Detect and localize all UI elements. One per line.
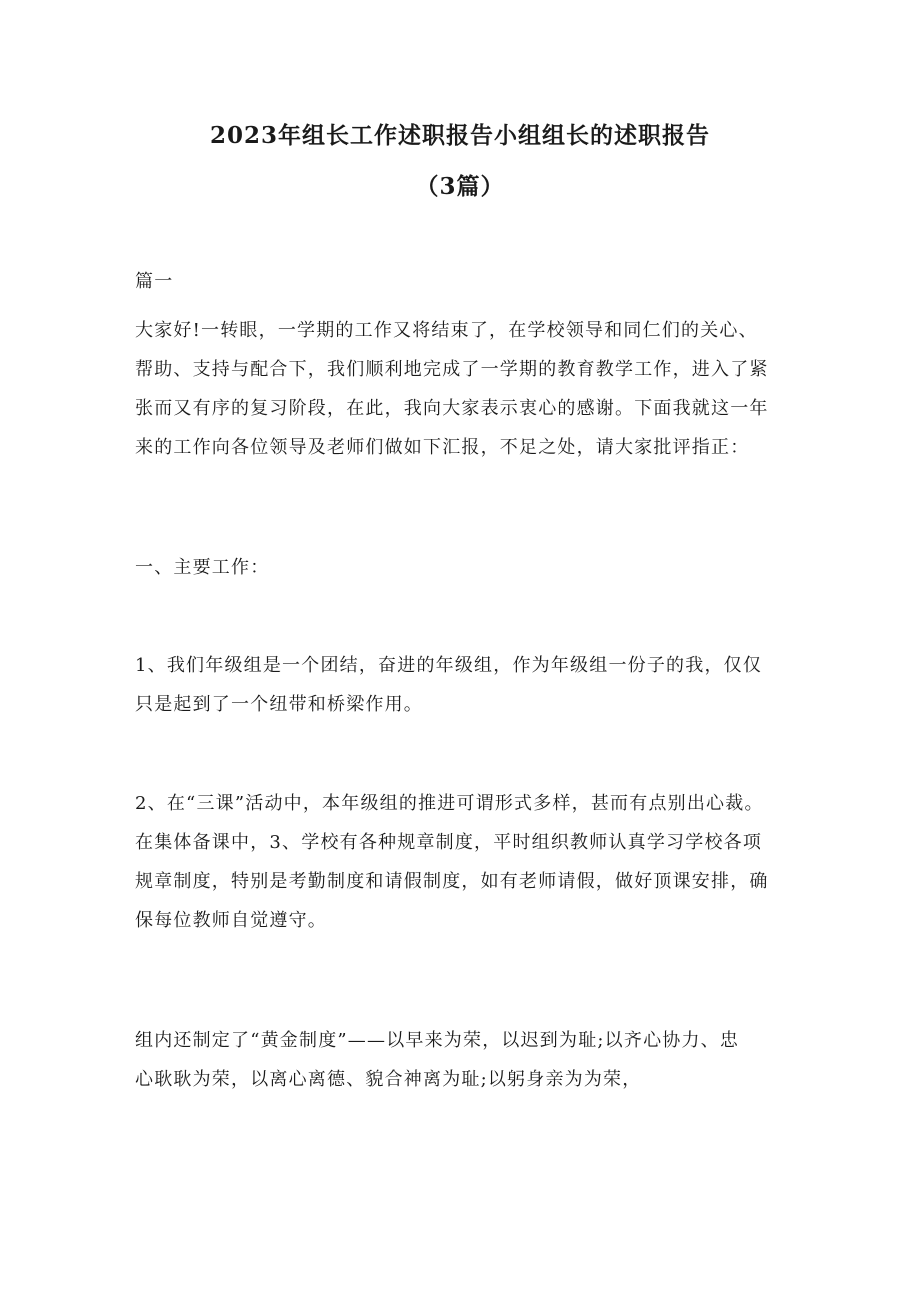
text-line: 帮助、支持与配合下，我们顺利地完成了一学期的教育教学工作，进入了紧 — [135, 359, 769, 380]
paragraph-intro — [135, 311, 790, 467]
paragraph-rules — [135, 1021, 790, 1099]
section-heading: 一、主要工作： — [135, 557, 270, 578]
text-line: 心耿耿为荣，以离心离德、貌合神离为耻;以躬身亲为为荣， — [135, 1069, 642, 1090]
text-line: 只是起到了一个纽带和桥梁作用。 — [135, 694, 423, 715]
paragraph-item-2 — [135, 784, 790, 940]
text-line: 在集体备课中，3、学校有各种规章制度，平时组织教师认真学习学校各项 — [135, 832, 763, 853]
section-label: 篇一 — [135, 271, 174, 292]
text-line: 张而又有序的复习阶段，在此，我向大家表示衷心的感谢。下面我就这一年 — [135, 398, 769, 419]
text-line: 规章制度，特别是考勤制度和请假制度，如有老师请假，做好顶课安排，确 — [135, 871, 769, 892]
text-line: 1、我们年级组是一个团结，奋进的年级组，作为年级组一份子的我，仅仅 — [135, 655, 763, 676]
document-subtitle: （3篇） — [415, 173, 505, 200]
text-line: 大家好!一转眼，一学期的工作又将结束了，在学校领导和同仁们的关心、 — [135, 320, 758, 341]
text-line: 组内还制定了“黄金制度”——以早来为荣，以迟到为耻;以齐心协力、忠 — [135, 1030, 740, 1051]
text-line: 保每位教师自觉遵守。 — [135, 910, 327, 931]
text-line: 2、在“三课”活动中，本年级组的推进可谓形式多样，甚而有点别出心裁。 — [135, 793, 764, 814]
document-title: 2023年组长工作述职报告小组组长的述职报告 — [209, 122, 710, 149]
paragraph-item-1 — [135, 646, 790, 724]
text-line: 来的工作向各位领导及老师们做如下汇报，不足之处，请大家批评指正： — [135, 437, 750, 458]
